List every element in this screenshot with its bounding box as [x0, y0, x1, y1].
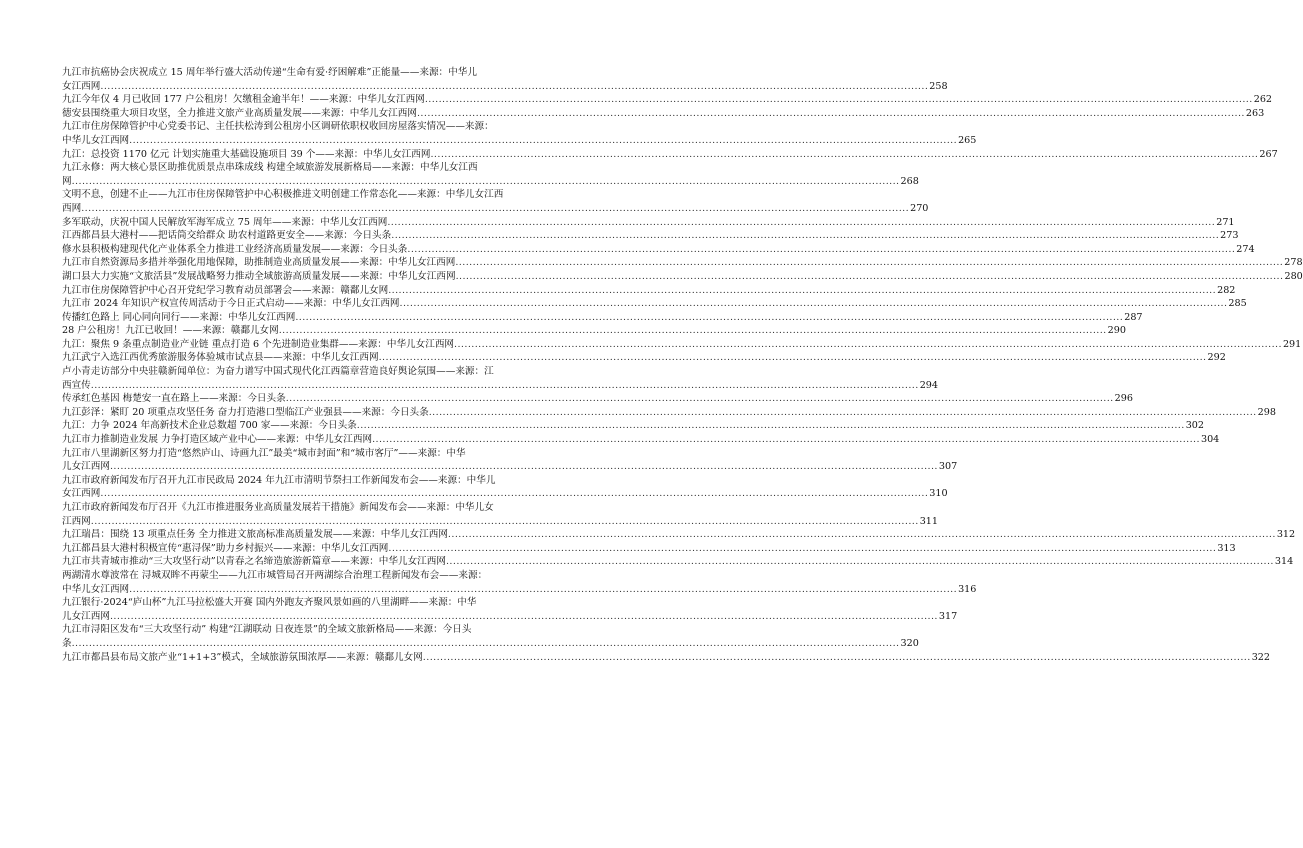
- dot-leader: [295, 311, 1123, 325]
- page-number: 278: [1284, 257, 1303, 269]
- toc-entry[interactable]: [62, 392, 1133, 406]
- toc-entry-title-line: 修水县积极构建现代化产业体系全力推进工业经济高质量发展——来源：今日头条: [62, 243, 408, 255]
- toc-entry-last-line: [62, 583, 977, 597]
- toc-entry-title-line: 九江今年仅 4 月已收回 177 户公租房！欠缴租金逾半年！——来源：中华儿女江西网: [62, 94, 425, 106]
- toc-entry-title-line: 28 户公租房！九江已收回！——来源：赣鄱儿女网: [62, 325, 279, 337]
- toc-entry-title-line: 西宣传: [62, 379, 91, 391]
- toc-entry-title-line: 九江市共青城市推动“三大攻坚行动”以青春之名缔造旅游新篇章——来源：中华儿女江西网: [62, 556, 446, 568]
- toc-entry[interactable]: [62, 188, 929, 215]
- page-number: 282: [1217, 284, 1236, 296]
- dot-leader: [387, 216, 1215, 230]
- dot-leader: [72, 637, 900, 651]
- toc-entry-last-line: [62, 351, 1226, 365]
- toc-entry[interactable]: [62, 161, 919, 188]
- toc-entry-last-line: [62, 651, 1271, 665]
- toc-entry-last-line: [62, 243, 1255, 257]
- toc-entry-last-line: [62, 324, 1126, 338]
- toc-entry-last-line: [62, 256, 1303, 270]
- toc-entry-title-line: 儿女江西网: [62, 610, 110, 622]
- dot-leader: [400, 297, 1228, 311]
- page-number: 273: [1220, 230, 1239, 242]
- toc-entry[interactable]: [62, 216, 1235, 230]
- page-number: 285: [1228, 298, 1247, 310]
- page-number: 258: [929, 80, 948, 92]
- toc-entry[interactable]: [62, 107, 1265, 121]
- toc-entry[interactable]: [62, 474, 948, 501]
- toc-entry-title-line: 九江：聚焦 9 条重点制造业产业链 重点打造 6 个先进制造业集群——来源：中华儿女江西网: [62, 338, 455, 350]
- page-number: 270: [910, 202, 929, 214]
- page-number: 302: [1185, 420, 1204, 432]
- toc-entry[interactable]: [62, 365, 938, 392]
- page-number: 267: [1259, 148, 1278, 160]
- toc-entry[interactable]: [62, 66, 948, 93]
- page-number: 263: [1245, 107, 1265, 119]
- toc-entry-title-line: 文明不息，创建不止——九江市住房保障管护中心积极推进文明创建工作常态化——来源：中华儿女江西: [62, 189, 504, 201]
- table-of-contents: [62, 66, 1303, 664]
- dot-leader: [357, 419, 1185, 433]
- dot-leader: [448, 528, 1276, 542]
- toc-entry-title-line: 德安县围绕重大项目攻坚，全力推进文旅产业高质量发展——来源：中华儿女江西网: [62, 107, 417, 119]
- dot-leader: [129, 134, 957, 148]
- toc-entry-last-line: [62, 270, 1303, 284]
- dot-leader: [286, 392, 1114, 406]
- toc-entry-title-line: 九江：力争 2024 年高新技术企业总数超 700 家——来源：今日头条: [62, 420, 357, 432]
- page-number: 310: [929, 488, 948, 500]
- toc-entry-last-line: [62, 284, 1236, 298]
- page-number: 313: [1217, 542, 1236, 554]
- dot-leader: [279, 324, 1107, 338]
- toc-entry[interactable]: [62, 270, 1303, 284]
- toc-entry[interactable]: [62, 542, 1236, 556]
- page-number: 317: [938, 610, 958, 622]
- toc-entry-title-line: 九江银行·2024“庐山杯”九江马拉松盛大开赛 国内外跑友齐聚风景如画的八里湖畔——来源：中华: [62, 597, 477, 609]
- toc-entry-title-line: 网: [62, 175, 72, 187]
- toc-entry-title-line: 九江市住房保障管护中心党委书记、主任扶松涛到公租房小区调研依职权收回房屋落实情况——来源：: [62, 121, 494, 133]
- toc-entry[interactable]: [62, 338, 1302, 352]
- toc-entry-last-line: [62, 637, 919, 651]
- dot-leader: [379, 351, 1207, 365]
- page-number: 280: [1284, 270, 1303, 282]
- toc-entry-title-line: 卢小青走访部分中央驻赣新闻单位：为奋力谱写中国式现代化江西篇章营造良好舆论氛围——来源：江: [62, 366, 494, 378]
- toc-entry[interactable]: [62, 419, 1204, 433]
- toc-entry[interactable]: [62, 311, 1143, 325]
- dot-leader: [455, 256, 1283, 270]
- toc-entry-title-line: 西网: [62, 202, 82, 214]
- page-number: 296: [1114, 393, 1133, 405]
- toc-entry-last-line: [62, 311, 1143, 325]
- toc-entry-title-line: 九江市都昌县布局文旅产业“1+1+3”模式，全域旅游氛围浓厚——来源：赣鄱儿女网: [62, 651, 423, 663]
- page-number: 287: [1124, 311, 1143, 323]
- toc-entry-title-line: 九江市政府新闻发布厅召开《九江市推进服务业高质量发展若干措施》新闻发布会——来源：中华儿女: [62, 502, 494, 513]
- page-number: 312: [1276, 529, 1296, 541]
- toc-entry-title-line: 九江武宁入选江西优秀旅游服务体验城市试点县——来源：中华儿女江西网: [62, 352, 379, 364]
- toc-entry-title-line: 中华儿女江西网: [62, 583, 130, 595]
- page-number: 298: [1257, 406, 1276, 418]
- toc-entry-last-line: [62, 460, 958, 474]
- toc-entry-title-line: 条: [62, 637, 72, 649]
- page-number: 292: [1207, 352, 1226, 364]
- toc-entry-last-line: [62, 229, 1239, 243]
- toc-entry-title-line: 九江市住房保障管护中心召开党纪学习教育动员部署会——来源：赣鄱儿女网: [62, 284, 389, 296]
- dot-leader: [388, 284, 1216, 298]
- dot-leader: [91, 515, 919, 529]
- dot-leader: [425, 93, 1253, 107]
- toc-entry-title-line: 九江市政府新闻发布厅召开九江市民政局 2024 年九江市清明节祭扫工作新闻发布会——来源：中华儿: [62, 474, 496, 486]
- page-number: 265: [958, 134, 977, 146]
- toc-entry-title-line: 九江都昌县大港村积极宣传“惠浔保”助力乡村振兴——来源：中华儿女江西网: [62, 542, 389, 554]
- toc-entry-title-line: 九江：总投资 1170 亿元 计划实施重大基础设施项目 39 个——来源：中华儿女江西网: [62, 148, 431, 160]
- page-number: 271: [1216, 216, 1235, 228]
- dot-leader: [407, 243, 1235, 257]
- toc-entry-last-line: [62, 93, 1273, 107]
- toc-entry-last-line: [62, 392, 1133, 406]
- dot-leader: [91, 379, 919, 393]
- dot-leader: [391, 229, 1219, 243]
- page-number: 316: [958, 583, 977, 595]
- page-number: 307: [938, 461, 958, 473]
- toc-entry-last-line: [62, 542, 1236, 556]
- dot-leader: [430, 148, 1258, 162]
- dot-leader: [110, 460, 938, 474]
- toc-entry-last-line: [62, 175, 919, 189]
- toc-entry-title-line: 儿女江西网: [62, 461, 110, 473]
- page-number: 268: [900, 175, 919, 187]
- toc-entry[interactable]: [62, 93, 1273, 107]
- dot-leader: [456, 270, 1284, 284]
- toc-entry-last-line: [62, 107, 1265, 121]
- dot-leader: [129, 583, 957, 597]
- page-number: 290: [1107, 325, 1126, 337]
- toc-entry[interactable]: [62, 555, 1294, 569]
- toc-entry-last-line: [62, 528, 1296, 542]
- toc-entry-last-line: [62, 610, 958, 624]
- toc-entry-last-line: [62, 419, 1204, 433]
- dot-leader: [423, 651, 1251, 665]
- toc-entry-last-line: [62, 338, 1302, 352]
- toc-entry-title-line: 九江市浔阳区发布“三大攻坚行动” 构建“江湖联动 日夜连景”的全域文旅新格局——来源：今日头: [62, 624, 472, 636]
- dot-leader: [454, 338, 1282, 352]
- toc-entry-title-line: 九江市力推制造业发展 力争打造区域产业中心——来源：中华儿女江西网: [62, 434, 373, 446]
- toc-entry-title-line: 湖口县大力实施“文旅活县”发展战略努力推动全域旅游高质量发展——来源：中华儿女江西网: [62, 270, 456, 282]
- dot-leader: [100, 487, 928, 501]
- toc-entry-last-line: [62, 433, 1220, 447]
- toc-entry[interactable]: [62, 297, 1247, 311]
- toc-entry[interactable]: [62, 351, 1226, 365]
- toc-entry-title-line: 女江西网: [62, 80, 101, 92]
- toc-entry-last-line: [62, 216, 1235, 230]
- toc-entry[interactable]: [62, 256, 1303, 270]
- toc-entry[interactable]: [62, 596, 958, 623]
- page-number: 320: [900, 637, 919, 649]
- toc-entry-title-line: 多军联动，庆祝中国人民解放军海军成立 75 周年——来源：中华儿女江西网: [62, 216, 388, 228]
- page-number: 291: [1282, 338, 1302, 350]
- toc-entry[interactable]: [62, 651, 1271, 665]
- dot-leader: [429, 406, 1257, 420]
- toc-entry-title-line: 传承红色基因 梅楚安一直在路上——来源：今日头条: [62, 393, 286, 405]
- page-number: 322: [1251, 651, 1271, 663]
- toc-entry-title-line: 九江彭泽：紧盯 20 项重点攻坚任务 奋力打造港口型临江产业强县——来源：今日头条: [62, 406, 429, 418]
- page-number: 294: [919, 379, 938, 391]
- toc-entry-title-line: 江西都昌县大港村——把话筒交给群众 助农村道路更安全——来源：今日头条: [62, 230, 392, 242]
- toc-entry-title-line: 中华儿女江西网: [62, 134, 130, 146]
- dot-leader: [417, 107, 1245, 121]
- toc-entry-last-line: [62, 297, 1247, 311]
- dot-leader: [72, 175, 900, 189]
- dot-leader: [110, 610, 938, 624]
- toc-entry[interactable]: [62, 433, 1220, 447]
- toc-entry[interactable]: [62, 447, 958, 474]
- toc-entry-title-line: 九江市抗癌协会庆祝成立 15 周年举行盛大活动传递“生命有爱·纾困解难”正能量——来源：中华儿: [62, 67, 477, 78]
- page-number: 311: [919, 515, 938, 527]
- toc-entry-last-line: [62, 406, 1276, 420]
- toc-entry[interactable]: [62, 229, 1239, 243]
- toc-entry[interactable]: [62, 148, 1278, 162]
- dot-leader: [372, 433, 1200, 447]
- toc-entry[interactable]: [62, 120, 977, 147]
- toc-entry[interactable]: [62, 243, 1255, 257]
- toc-entry-last-line: [62, 134, 977, 148]
- toc-entry[interactable]: [62, 406, 1276, 420]
- toc-entry[interactable]: [62, 501, 938, 528]
- toc-entry-title-line: 九江市自然资源局多措并举强化用地保障，助推制造业高质量发展——来源：中华儿女江西网: [62, 257, 456, 269]
- toc-entry-title-line: 女江西网: [62, 488, 101, 500]
- toc-entry-last-line: [62, 80, 948, 94]
- toc-entry[interactable]: [62, 284, 1236, 298]
- dot-leader: [388, 542, 1216, 556]
- toc-entry[interactable]: [62, 623, 919, 650]
- page-number: 274: [1236, 243, 1255, 255]
- toc-entry-last-line: [62, 202, 929, 216]
- toc-entry-last-line: [62, 379, 938, 393]
- toc-entry-title-line: 九江永修：两大核心景区助推优质景点串珠成线 构建全域旅游发展新格局——来源：中华儿女江西: [62, 162, 478, 174]
- page-number: 262: [1253, 94, 1273, 106]
- toc-entry-last-line: [62, 487, 948, 501]
- page-number: 314: [1274, 556, 1294, 568]
- dot-leader: [100, 80, 928, 94]
- toc-entry-last-line: [62, 555, 1294, 569]
- toc-entry-title-line: 传播红色路上 同心同向同行——来源：中华儿女江西网: [62, 311, 296, 323]
- toc-entry[interactable]: [62, 324, 1126, 338]
- toc-entry-title-line: 两湖清水尊波常在 浔城双眸不再蒙尘——九江市城管局召开两湖综合治理工程新闻发布会——来源：: [62, 569, 488, 581]
- toc-entry-last-line: [62, 148, 1278, 162]
- page-number: 304: [1200, 434, 1220, 446]
- toc-entry-title-line: 九江市 2024 年知识产权宣传周活动于今日正式启动——来源：中华儿女江西网: [62, 298, 400, 310]
- toc-entry-title-line: 江西网: [62, 515, 91, 527]
- toc-entry-title-line: 九江市八里湖新区努力打造“悠然庐山、诗画九江”最美“城市封面”和“城市客厅”——来源：中华: [62, 447, 466, 459]
- toc-entry-title-line: 九江瑞昌：围绕 13 项重点任务 全力推进文旅高标准高质量发展——来源：中华儿女江西网: [62, 529, 448, 541]
- toc-entry[interactable]: [62, 528, 1296, 542]
- dot-leader: [446, 555, 1274, 569]
- toc-entry-last-line: [62, 515, 938, 529]
- dot-leader: [81, 202, 909, 216]
- toc-entry[interactable]: [62, 569, 977, 596]
